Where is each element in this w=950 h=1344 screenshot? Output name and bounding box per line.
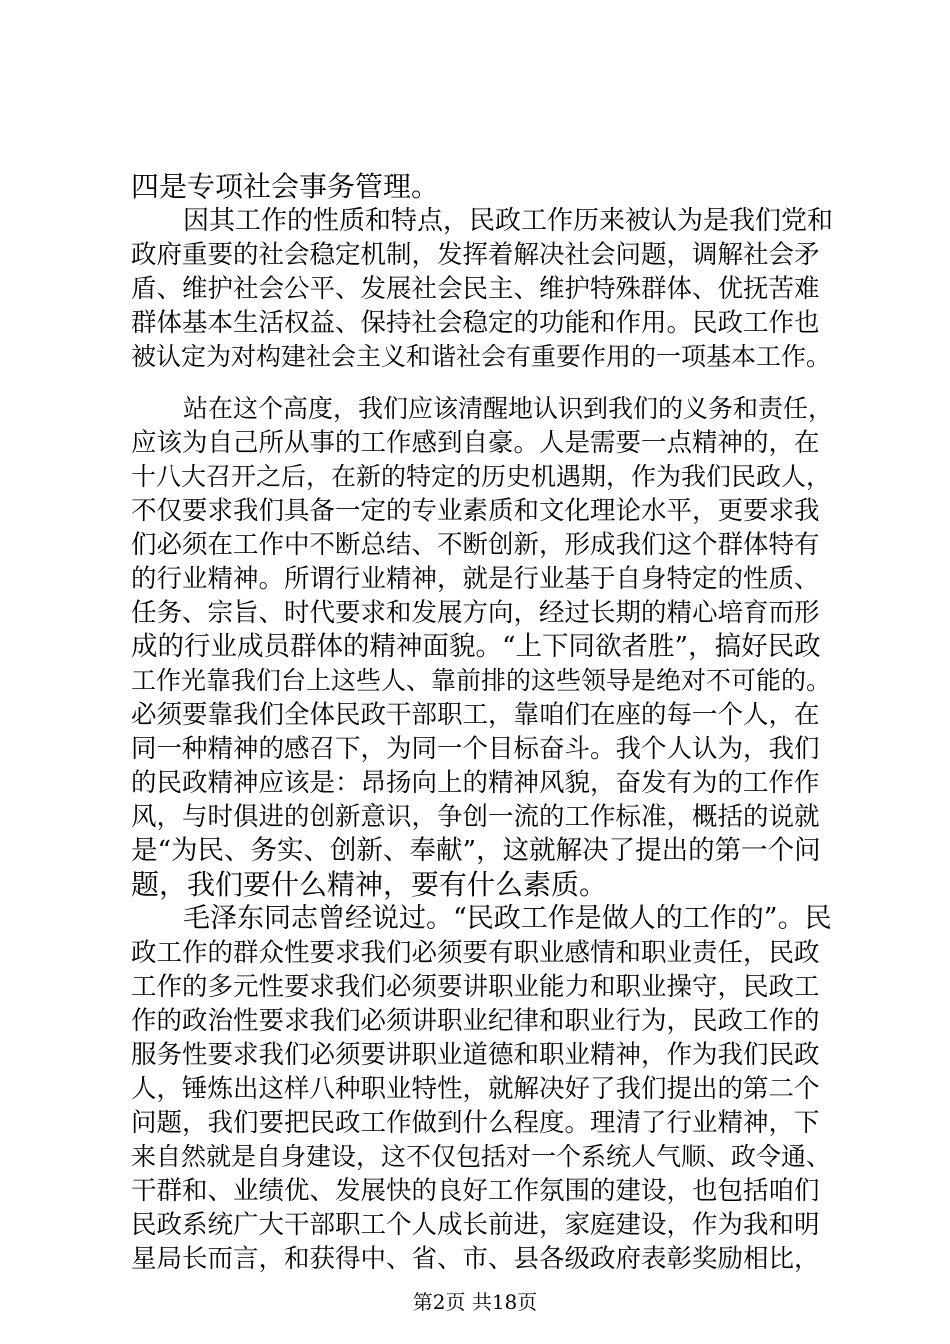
text-line: 任务、宗旨、时代要求和发展方向，经过长期的精心培育而形 [131,598,820,628]
text-line: 群体基本生活权益、保持社会稳定的功能和作用。民政工作也 [131,308,820,338]
text-line: 人，锤炼出这样八种职业特性，就解决好了我们提出的第二个 [131,1074,820,1104]
text-line: 的行业精神。所谓行业精神，就是行业基于自身特定的性质、 [131,564,820,594]
text-line: 政工作的群众性要求我们必须要有职业感情和职业责任，民政 [131,938,820,968]
page-number-footer: 第2页 共18页 [412,1290,538,1314]
text-line: 是“为民、务实、创新、奉献”，这就解决了提出的第一个问 [131,835,821,866]
text-line: 星局长而言，和获得中、省、市、县各级政府表彰奖励相比， [131,1244,820,1274]
text-line: 成的行业成员群体的精神面貌。“上下同欲者胜”，搞好民政 [131,631,821,662]
text-line: 干群和、业绩优、发展快的良好工作氛围的建设，也包括咱们 [131,1176,820,1206]
paragraph-start-line: 毛泽东同志曾经说过。“民政工作是做人的工作的”。民 [183,903,832,934]
text-line: 来自然就是自身建设，这不仅包括对一个系统人气顺、政令通、 [131,1142,832,1171]
text-line: 的民政精神应该是：昂扬向上的精神风貌，奋发有为的工作作 [131,768,820,798]
text-line: 工作的多元性要求我们必须要讲职业能力和职业操守，民政工 [131,972,820,1002]
text-line: 风，与时俱进的创新意识，争创一流的工作标准，概括的说就 [131,802,820,832]
text-line: 被认定为对构建社会主义和谐社会有重要作用的一项基本工作。 [131,342,832,371]
text-line: 四是专项社会事务管理。 [131,170,440,203]
paragraph-start-line: 站在这个高度，我们应该清醒地认识到我们的义务和责任， [183,394,834,423]
text-line: 十八大召开之后，在新的特定的历史机遇期，作为我们民政人， [131,462,832,491]
text-line: 题，我们要什么精神，要有什么素质。 [131,868,608,901]
text-line: 作的政治性要求我们必须讲职业纪律和职业行为，民政工作的 [131,1006,820,1036]
text-line: 不仅要求我们具备一定的专业素质和文化理论水平，更要求我 [131,496,820,526]
text-line: 问题，我们要把民政工作做到什么程度。理清了行业精神，下 [131,1108,820,1138]
text-line: 盾、维护社会公平、发展社会民主、维护特殊群体、优抚苦难 [131,274,820,304]
text-line: 们必须在工作中不断总结、不断创新，形成我们这个群体特有 [131,530,820,560]
text-line: 必须要靠我们全体民政干部职工，靠咱们在座的每一个人，在 [131,700,820,730]
text-line: 民政系统广大干部职工个人成长前进，家庭建设，作为我和明 [131,1210,820,1240]
text-line: 服务性要求我们必须要讲职业道德和职业精神，作为我们民政 [131,1040,820,1070]
text-line: 同一种精神的感召下，为同一个目标奋斗。我个人认为，我们 [131,734,820,764]
text-line: 政府重要的社会稳定机制，发挥着解决社会问题，调解社会矛 [131,240,820,270]
paragraph-start-line: 因其工作的性质和特点，民政工作历来被认为是我们党和 [183,206,834,236]
text-line: 工作光靠我们台上这些人、靠前排的这些领导是绝对不可能的。 [131,666,832,695]
text-line: 应该为自己所从事的工作感到自豪。人是需要一点精神的，在 [131,428,820,458]
